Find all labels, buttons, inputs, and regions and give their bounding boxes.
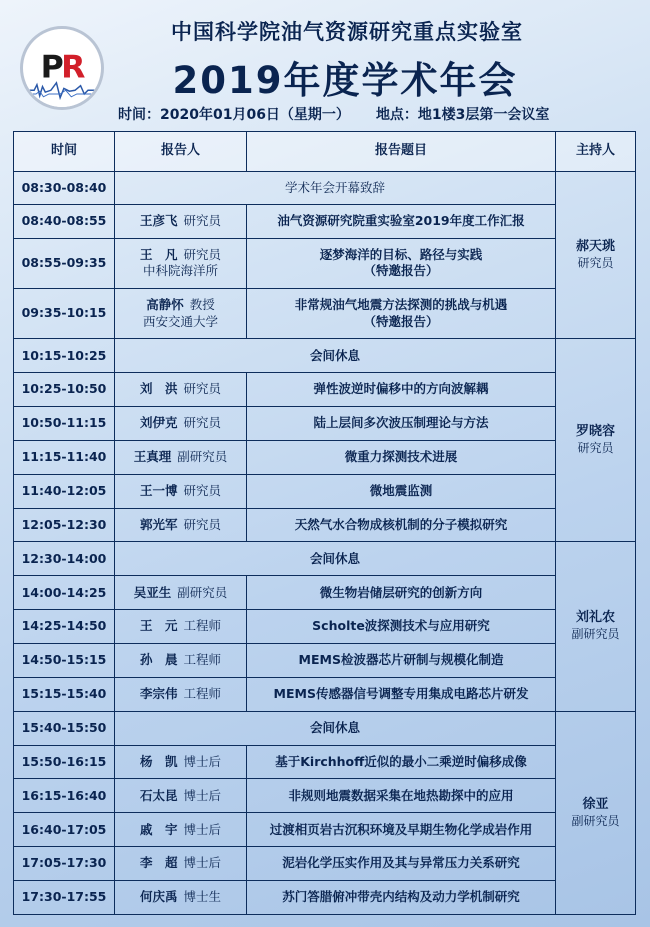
table-row (14, 339, 636, 373)
host-cell (556, 339, 636, 542)
table-row (14, 881, 636, 915)
col-header-speaker: 报告人 (115, 132, 247, 172)
speaker-cell (115, 643, 247, 677)
topic-note: （特邀报告） (363, 313, 439, 329)
time-cell: 10:50-11:15 (14, 406, 115, 440)
speaker-cell (115, 238, 247, 288)
topic-cell: 陆上层间多次波压制理论与方法 (247, 406, 556, 440)
topic-cell: 油气资源研究院重实验室2019年度工作汇报 (247, 204, 556, 238)
table-row (14, 643, 636, 677)
time-cell: 15:15-15:40 (14, 677, 115, 711)
table-row (14, 204, 636, 238)
svg-text:P: P (40, 49, 64, 86)
time-cell: 08:55-09:35 (14, 238, 115, 288)
speaker-rank: 工程师 (183, 686, 222, 702)
topic-cell: 基于Kirchhoff近似的最小二乘逆时偏移成像 (247, 745, 556, 779)
col-header-topic: 报告题目 (247, 132, 556, 172)
topic-cell (247, 238, 556, 288)
host-name: 徐亚 (582, 796, 609, 812)
time-cell: 15:40-15:50 (14, 711, 115, 745)
time-cell: 09:35-10:15 (14, 288, 115, 338)
topic-cell: 苏门答腊俯冲带壳内结构及动力学机制研究 (247, 881, 556, 915)
table-row (14, 779, 636, 813)
speaker-rank: 研究员 (183, 381, 222, 397)
table-row (14, 542, 636, 576)
table-row (14, 172, 636, 205)
speaker-cell (115, 508, 247, 542)
host-cell (556, 542, 636, 711)
table-row (14, 508, 636, 542)
speaker-rank: 博士后 (183, 753, 222, 769)
speaker-name: 王 凡 (139, 247, 178, 263)
time-cell: 15:50-16:15 (14, 745, 115, 779)
speaker-rank: 副研究员 (177, 584, 228, 600)
time-cell: 16:40-17:05 (14, 813, 115, 847)
host-name: 郝天珧 (575, 238, 615, 254)
topic-cell: Scholte波探测技术与应用研究 (247, 610, 556, 644)
speaker-name: 孙 晨 (139, 652, 178, 668)
speaker-rank: 研究员 (183, 415, 222, 431)
speaker-rank: 教授 (189, 297, 215, 313)
speaker-cell (115, 779, 247, 813)
speaker-affiliation: 西安交通大学 (142, 313, 218, 329)
organization-title: 中国科学院油气资源研究重点实验室 (171, 20, 523, 44)
time-cell: 12:30-14:00 (14, 542, 115, 576)
meeting-place: 地点：地1楼3层第一会议室 (375, 107, 550, 123)
speaker-cell (115, 881, 247, 915)
topic-cell: MEMS检波器芯片研制与规模化制造 (247, 643, 556, 677)
host-rank: 副研究员 (571, 627, 620, 642)
speaker-name: 李 超 (139, 855, 178, 871)
meeting-info (118, 104, 630, 124)
table-row (14, 406, 636, 440)
table-header-row (14, 132, 636, 172)
speaker-name: 杨 凯 (139, 753, 178, 769)
table-row (14, 474, 636, 508)
speaker-rank: 研究员 (183, 247, 222, 263)
topic-text: 非常规油气地震方法探测的挑战与机遇 (294, 297, 508, 313)
topic-cell: 微生物岩储层研究的创新方向 (247, 576, 556, 610)
time-cell: 16:15-16:40 (14, 779, 115, 813)
speaker-cell (115, 474, 247, 508)
speaker-name: 刘 洪 (139, 381, 178, 397)
topic-cell: 过渡相页岩古沉积环境及早期生物化学成岩作用 (247, 813, 556, 847)
speaker-name: 王一博 (139, 482, 178, 498)
speaker-affiliation: 中科院海洋所 (142, 263, 218, 279)
col-header-host: 主持人 (556, 132, 636, 172)
time-cell: 10:15-10:25 (14, 339, 115, 373)
speaker-name: 高静怀 (146, 297, 184, 313)
topic-cell: 泥岩化学压实作用及其与异常压力关系研究 (247, 847, 556, 881)
speaker-cell (115, 610, 247, 644)
time-cell: 10:25-10:50 (14, 373, 115, 407)
speaker-rank: 研究员 (183, 213, 222, 229)
col-header-time: 时间 (14, 132, 115, 172)
speaker-name: 戚 宇 (139, 821, 178, 837)
break-cell: 会间休息 (115, 711, 556, 745)
topic-cell (247, 288, 556, 338)
svg-text:R: R (61, 49, 86, 86)
table-row (14, 813, 636, 847)
page-title: 2019年度学术年会 (172, 59, 518, 102)
topic-cell: 微重力探测技术进展 (247, 440, 556, 474)
speaker-name: 王彦飞 (139, 213, 178, 229)
speaker-cell (115, 406, 247, 440)
topic-text: 逐梦海洋的目标、路径与实践 (319, 247, 483, 263)
time-cell: 08:30-08:40 (14, 172, 115, 205)
time-cell: 14:50-15:15 (14, 643, 115, 677)
speaker-name: 郭光军 (139, 516, 178, 532)
speaker-cell (115, 677, 247, 711)
topic-note: （特邀报告） (363, 263, 439, 279)
host-name: 刘礼农 (575, 610, 615, 626)
host-rank: 研究员 (577, 255, 614, 270)
host-rank: 研究员 (577, 440, 614, 455)
speaker-name: 王 元 (139, 618, 178, 634)
speaker-rank: 工程师 (183, 652, 222, 668)
break-cell: 会间休息 (115, 339, 556, 373)
speaker-name: 王真理 (133, 449, 172, 465)
host-rank: 副研究员 (571, 813, 620, 828)
speaker-name: 何庆禹 (139, 889, 178, 905)
topic-cell: MEMS传感器信号调整专用集成电路芯片研发 (247, 677, 556, 711)
table-row (14, 711, 636, 745)
time-cell: 17:05-17:30 (14, 847, 115, 881)
table-row (14, 440, 636, 474)
table-row (14, 238, 636, 288)
table-row (14, 576, 636, 610)
time-cell: 11:15-11:40 (14, 440, 115, 474)
speaker-cell (115, 813, 247, 847)
table-row (14, 677, 636, 711)
speaker-name: 吴亚生 (133, 584, 172, 600)
table-row (14, 288, 636, 338)
speaker-cell (115, 847, 247, 881)
speaker-rank: 副研究员 (177, 449, 228, 465)
speaker-rank: 工程师 (183, 618, 222, 634)
speaker-cell (115, 745, 247, 779)
speaker-rank: 研究员 (183, 482, 222, 498)
speaker-rank: 博士后 (183, 821, 222, 837)
time-cell: 12:05-12:30 (14, 508, 115, 542)
topic-cell: 学术年会开幕致辞 (115, 172, 556, 205)
speaker-cell (115, 576, 247, 610)
speaker-name: 刘伊克 (139, 415, 178, 431)
time-cell: 17:30-17:55 (14, 881, 115, 915)
speaker-rank: 博士后 (183, 855, 222, 871)
speaker-name: 石太昆 (139, 787, 178, 803)
host-cell (556, 711, 636, 914)
speaker-cell (115, 288, 247, 338)
topic-cell: 天然气水合物成核机制的分子模拟研究 (247, 508, 556, 542)
speaker-cell (115, 440, 247, 474)
break-cell: 会间休息 (115, 542, 556, 576)
speaker-rank: 研究员 (183, 516, 222, 532)
speaker-rank: 博士后 (183, 787, 222, 803)
speaker-cell (115, 373, 247, 407)
schedule-table (13, 131, 636, 915)
table-row (14, 610, 636, 644)
time-cell: 14:25-14:50 (14, 610, 115, 644)
table-row (14, 745, 636, 779)
topic-cell: 非规则地震数据采集在地热勘探中的应用 (247, 779, 556, 813)
host-cell (556, 172, 636, 339)
topic-cell: 弹性波逆时偏移中的方向波解耦 (247, 373, 556, 407)
table-row (14, 847, 636, 881)
meeting-time: 时间：2020年01月06日（星期一） (118, 107, 350, 123)
speaker-name: 李宗伟 (139, 686, 178, 702)
speaker-rank: 博士生 (183, 889, 222, 905)
host-name: 罗晓容 (575, 424, 615, 440)
table-row (14, 373, 636, 407)
time-cell: 08:40-08:55 (14, 204, 115, 238)
time-cell: 11:40-12:05 (14, 474, 115, 508)
speaker-cell (115, 204, 247, 238)
topic-cell: 微地震监测 (247, 474, 556, 508)
time-cell: 14:00-14:25 (14, 576, 115, 610)
